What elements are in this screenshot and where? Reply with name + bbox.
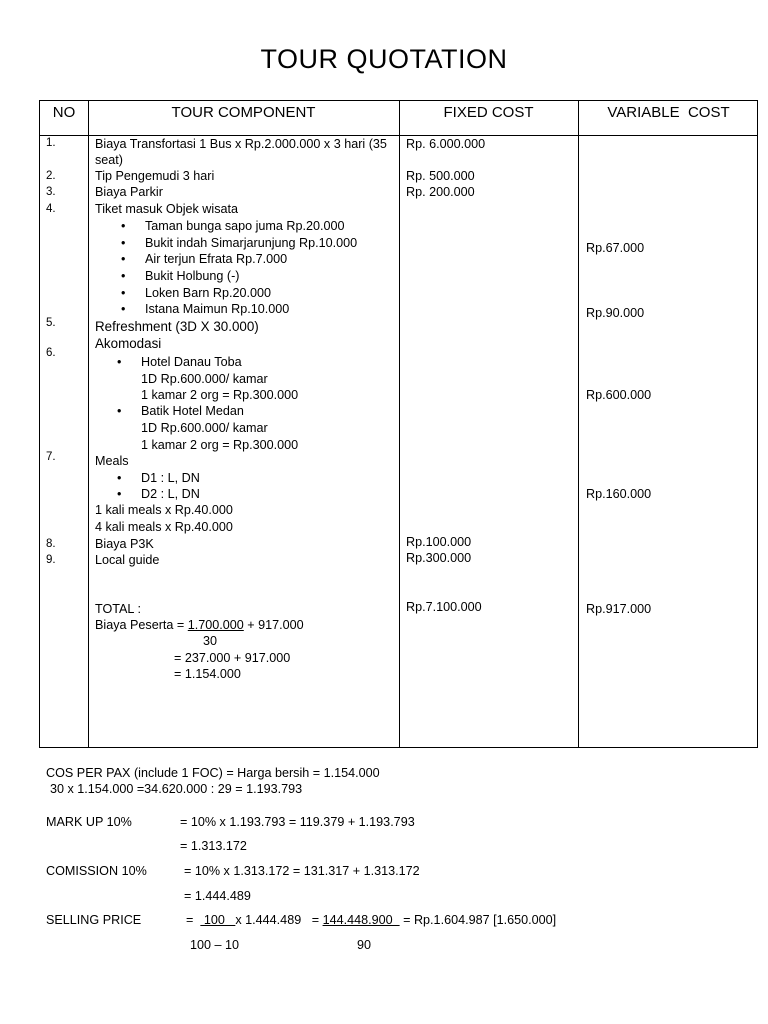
commission-equation: = 10% x 1.313.172 = 131.317 + 1.313.172 <box>184 864 420 878</box>
peserta-step: = 237.000 + 917.000 <box>174 651 291 665</box>
row-number: 8. <box>46 538 56 550</box>
tiket-item: • Taman bunga sapo juma Rp.20.000 <box>145 218 345 234</box>
total-label: TOTAL : <box>95 602 141 616</box>
row-number: 4. <box>46 203 56 215</box>
selling-equation <box>186 912 556 928</box>
header-fixed-cost: FIXED COST <box>443 104 534 121</box>
meal-calc: 4 kali meals x Rp.40.000 <box>95 520 233 534</box>
selling-numerator-2: 144.448.900 <box>322 913 400 927</box>
component-tiket: Tiket masuk Objek wisata <box>95 202 239 216</box>
variable-akomodasi: Rp.600.000 <box>586 388 652 402</box>
row-number: 9. <box>46 554 56 566</box>
hotel-share: 1 kamar 2 org = Rp.300.000 <box>141 388 299 402</box>
meal-item: • D1 : L, DN <box>141 470 200 486</box>
tiket-item: • Istana Maimun Rp.10.000 <box>145 301 289 317</box>
variable-total: Rp.917.000 <box>586 602 652 616</box>
hotel-rate: 1D Rp.600.000/ kamar <box>141 372 268 386</box>
variable-meals: Rp.160.000 <box>586 487 652 501</box>
component-meals: Meals <box>95 454 129 468</box>
cos-per-pax: COS PER PAX (include 1 FOC) = Harga bersih = 1.154.000 <box>46 766 380 780</box>
col-divider <box>88 101 89 747</box>
fixed-guide: Rp.300.000 <box>406 551 472 565</box>
fixed-total: Rp.7.100.000 <box>406 600 482 614</box>
row-number: 3. <box>46 186 56 198</box>
page-title: TOUR QUOTATION <box>260 44 508 74</box>
peserta-plus: + 917.000 <box>243 618 304 632</box>
variable-tiket: Rp.67.000 <box>586 241 645 255</box>
component-parkir: Biaya Parkir <box>95 185 163 199</box>
markup-equation: = 10% x 1.193.793 = 119.379 + 1.193.793 <box>180 815 415 829</box>
peserta-calc <box>95 617 304 633</box>
peserta-numerator: 1.700.000 <box>187 618 244 632</box>
fixed-tip: Rp. 500.000 <box>406 169 475 183</box>
component-transport-cont: seat) <box>95 153 123 167</box>
row-number: 1. <box>46 137 56 149</box>
selling-numerator: 100 <box>200 913 236 927</box>
fixed-p3k: Rp.100.000 <box>406 535 472 549</box>
component-tip: Tip Pengemudi 3 hari <box>95 169 215 183</box>
peserta-divisor: 30 <box>203 634 218 648</box>
fixed-transport: Rp. 6.000.000 <box>406 137 486 151</box>
component-transport: Biaya Transfortasi 1 Bus x Rp.2.000.000 x 3 hari (35 <box>95 137 387 151</box>
meal-item: • D2 : L, DN <box>141 486 200 502</box>
fixed-parkir: Rp. 200.000 <box>406 185 475 199</box>
col-divider <box>578 101 579 747</box>
cos-calc: 30 x 1.154.000 =34.620.000 : 29 = 1.193.793 <box>50 782 303 796</box>
markup-label: MARK UP 10% <box>46 815 132 829</box>
component-akomodasi: Akomodasi <box>95 336 162 351</box>
commission-label: COMISSION 10% <box>46 864 147 878</box>
row-number: 7. <box>46 451 56 463</box>
peserta-result: = 1.154.000 <box>174 667 241 681</box>
header-component: TOUR COMPONENT <box>171 104 316 121</box>
row-number: 2. <box>46 170 56 182</box>
component-refreshment: Refreshment (3D X 30.000) <box>95 319 259 334</box>
header-no: NO <box>52 104 76 121</box>
selling-mid: x 1.444.489 = <box>235 913 323 927</box>
col-divider <box>399 101 400 747</box>
header-variable-cost: VARIABLE COST <box>607 104 730 121</box>
selling-result: = Rp.1.604.987 [1.650.000] <box>399 913 557 927</box>
tiket-item: • Bukit indah Simarjarunjung Rp.10.000 <box>145 235 357 251</box>
row-number: 5. <box>46 317 56 329</box>
hotel-item: • Batik Hotel Medan <box>141 403 244 419</box>
meal-calc: 1 kali meals x Rp.40.000 <box>95 503 233 517</box>
variable-refreshment: Rp.90.000 <box>586 306 645 320</box>
selling-denominator-2: 90 <box>357 938 372 952</box>
markup-result: = 1.313.172 <box>180 839 247 853</box>
hotel-rate: 1D Rp.600.000/ kamar <box>141 421 268 435</box>
tiket-item: • Air terjun Efrata Rp.7.000 <box>145 251 287 267</box>
component-p3k: Biaya P3K <box>95 537 154 551</box>
selling-denominator: 100 – 10 <box>190 938 240 952</box>
selling-label: SELLING PRICE <box>46 913 142 927</box>
hotel-item: • Hotel Danau Toba <box>141 354 242 370</box>
component-guide: Local guide <box>95 553 160 567</box>
row-number: 6. <box>46 347 56 359</box>
peserta-label: Biaya Peserta = <box>95 618 188 632</box>
tiket-item: • Loken Barn Rp.20.000 <box>145 285 271 301</box>
selling-eq-sign: = <box>186 913 194 927</box>
commission-result: = 1.444.489 <box>184 889 251 903</box>
hotel-share: 1 kamar 2 org = Rp.300.000 <box>141 438 299 452</box>
tiket-item: • Bukit Holbung (-) <box>145 268 240 284</box>
